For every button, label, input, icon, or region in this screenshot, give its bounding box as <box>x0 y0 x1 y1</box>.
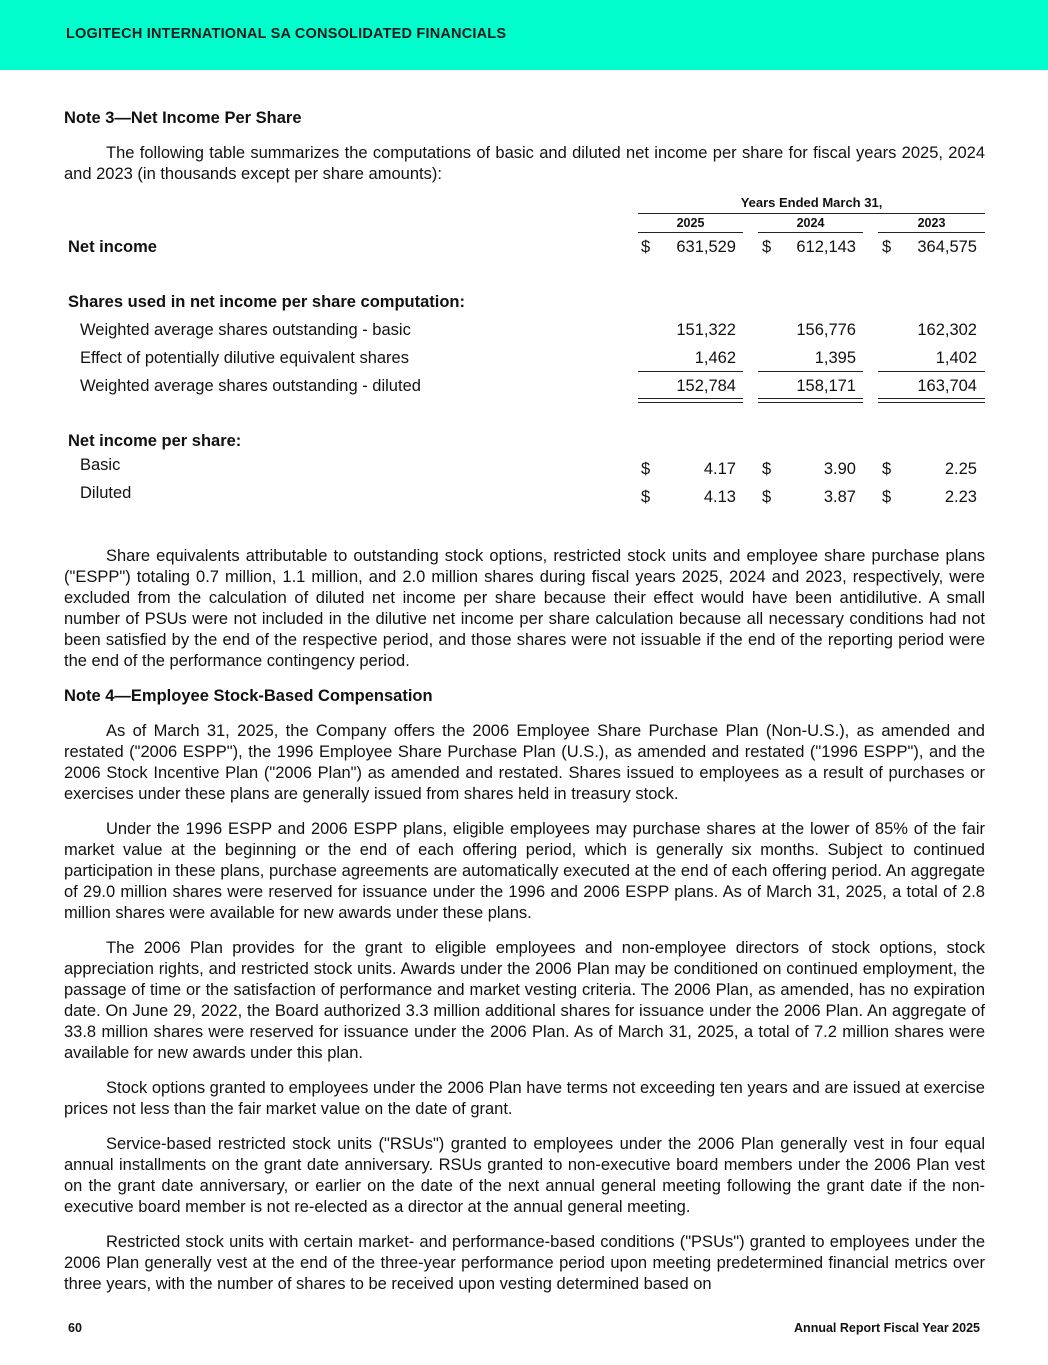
report-title: Annual Report Fiscal Year 2025 <box>794 1321 980 1335</box>
note4-paragraph: Service-based restricted stock units ("RSUs") granted to employees under the 2006 Plan generally vest in four equal annual installments on the grant date anniversary. RSUs granted to non-executive board members under the 2006 Plan vest on the grant date anniversary, or earlier on the date of the next annual general meeting following the grant date if the non-executive board member is not re-elected as a director at the annual general meeting. <box>64 1135 985 1216</box>
weighted-diluted-value: 163,704 <box>917 377 977 395</box>
note4-paragraph: As of March 31, 2025, the Company offers the 2006 Employee Share Purchase Plan (Non-U.S.), as amended and restated ("2006 ESPP"), the 1996 Employee Share Purchase Plan (U.S.), as amended and restated ("1996 ESPP"), and the 2006 Stock Incentive Plan ("2006 Plan") as amended and restated. Shares issued to employees as a result of purchases or exercises under these plans are generally issued from shares held in treasury stock. <box>64 722 985 803</box>
total-double-rule <box>638 398 743 403</box>
dilutive-effect-label: Effect of potentially dilutive equivalent shares <box>80 349 409 367</box>
subtotal-rule <box>878 371 985 372</box>
year-rule <box>638 232 743 233</box>
table-period-header: Years Ended March 31, <box>740 195 883 210</box>
dilutive-effect-value: 1,395 <box>814 349 856 367</box>
note4-paragraph: Restricted stock units with certain market- and performance-based conditions ("PSUs") granted to employees under the 2006 Plan generally vest at the end of the three-year performance period upon meeting predetermined financial metrics over three years, with the number of shares to be received upon vesting determined based on <box>64 1233 985 1293</box>
eps-section-heading: Net income per share: <box>68 432 242 450</box>
header-rule <box>638 213 985 214</box>
year-rule <box>878 232 985 233</box>
year-header: 2024 <box>796 216 825 230</box>
subtotal-rule <box>638 371 743 372</box>
weighted-basic-label: Weighted average shares outstanding - basic <box>80 321 411 339</box>
currency-symbol: $ <box>882 238 892 256</box>
eps-diluted-label: Diluted <box>80 484 132 502</box>
currency-symbol: $ <box>762 488 772 506</box>
note4-paragraph: The 2006 Plan provides for the grant to eligible employees and non-employee directors of stock options, stock appreciation rights, and restricted stock units. Awards under the 2006 Plan may be conditioned on continued employment, the passage of time or the satisfaction of performance and market vesting criteria. The 2006 Plan, as amended, has no expiration date. On June 29, 2022, the Board authorized 3.3 million additional shares for issuance under the 2006 Plan. An aggregate of 33.8 million shares were reserved for issuance under the 2006 Plan. As of March 31, 2025, a total of 7.2 million shares were available for new awards under this plan. <box>64 939 985 1062</box>
eps-table <box>64 195 985 542</box>
currency-symbol: $ <box>762 238 772 256</box>
eps-diluted-value: 3.87 <box>823 488 856 506</box>
eps-diluted-value: 2.23 <box>944 488 977 506</box>
eps-basic-value: 3.90 <box>823 460 856 478</box>
note4-paragraph: Stock options granted to employees under the 2006 Plan have terms not exceeding ten years and are issued at exercise prices not less than the fair market value on the date of grant. <box>64 1079 985 1118</box>
subtotal-rule <box>758 371 863 372</box>
weighted-diluted-value: 158,171 <box>796 377 856 395</box>
weighted-basic-value: 156,776 <box>796 321 856 339</box>
weighted-diluted-value: 152,784 <box>676 377 736 395</box>
dilutive-effect-value: 1,462 <box>694 349 736 367</box>
page-number: 60 <box>68 1321 82 1335</box>
note3-heading: Note 3—Net Income Per Share <box>64 109 302 127</box>
eps-basic-value: 2.25 <box>944 460 977 478</box>
currency-symbol: $ <box>762 460 772 478</box>
shares-section-heading: Shares used in net income per share computation: <box>68 293 466 311</box>
currency-symbol: $ <box>882 460 892 478</box>
year-header: 2025 <box>676 216 705 230</box>
eps-diluted-value: 4.13 <box>703 488 736 506</box>
currency-symbol: $ <box>641 460 651 478</box>
eps-basic-value: 4.17 <box>703 460 736 478</box>
currency-symbol: $ <box>882 488 892 506</box>
weighted-basic-value: 162,302 <box>917 321 977 339</box>
total-double-rule <box>878 398 985 403</box>
net-income-value: 364,575 <box>917 238 977 256</box>
currency-symbol: $ <box>641 488 651 506</box>
total-double-rule <box>758 398 863 403</box>
eps-basic-label: Basic <box>80 456 121 474</box>
note3-after-table: Share equivalents attributable to outstanding stock options, restricted stock units and employee share purchase plans ("ESPP") totaling 0.7 million, 1.1 million, and 2.0 million shares during fiscal years 2025, 2024 and 2023, respectively, were excluded from the calculation of diluted net income per share because their effect would have been antidilutive. A small number of PSUs were not included in the dilutive net income per share calculation because all necessary conditions had not been satisfied by the end of the respective period, and those shares were not issuable if the end of the reporting period were the end of the performance contingency period. <box>64 547 985 670</box>
header-banner <box>0 0 1048 70</box>
weighted-basic-value: 151,322 <box>676 321 736 339</box>
note4-paragraph: Under the 1996 ESPP and 2006 ESPP plans, eligible employees may purchase shares at the lower of 85% of the fair market value at the beginning or the end of each offering period, which is generally six months. Subject to continued participation in these plans, purchase agreements are automatically executed at the end of each offering period. An aggregate of 29.0 million shares were reserved for issuance under the 1996 and 2006 ESPP plans. As of March 31, 2025, a total of 2.8 million shares were available for new awards under these plans. <box>64 820 985 922</box>
year-header: 2023 <box>917 216 946 230</box>
page-content <box>64 108 985 1295</box>
net-income-value: 631,529 <box>676 238 736 256</box>
note4-heading: Note 4—Employee Stock-Based Compensation <box>64 687 433 705</box>
currency-symbol: $ <box>641 238 651 256</box>
dilutive-effect-value: 1,402 <box>935 349 977 367</box>
net-income-value: 612,143 <box>796 238 856 256</box>
note3-intro: The following table summarizes the computations of basic and diluted net income per share for fiscal years 2025, 2024 and 2023 (in thousands except per share amounts): <box>64 144 985 183</box>
header-title: LOGITECH INTERNATIONAL SA CONSOLIDATED FINANCIALS <box>66 26 507 42</box>
weighted-diluted-label: Weighted average shares outstanding - diluted <box>80 377 421 395</box>
year-rule <box>758 232 863 233</box>
net-income-label: Net income <box>68 238 157 256</box>
